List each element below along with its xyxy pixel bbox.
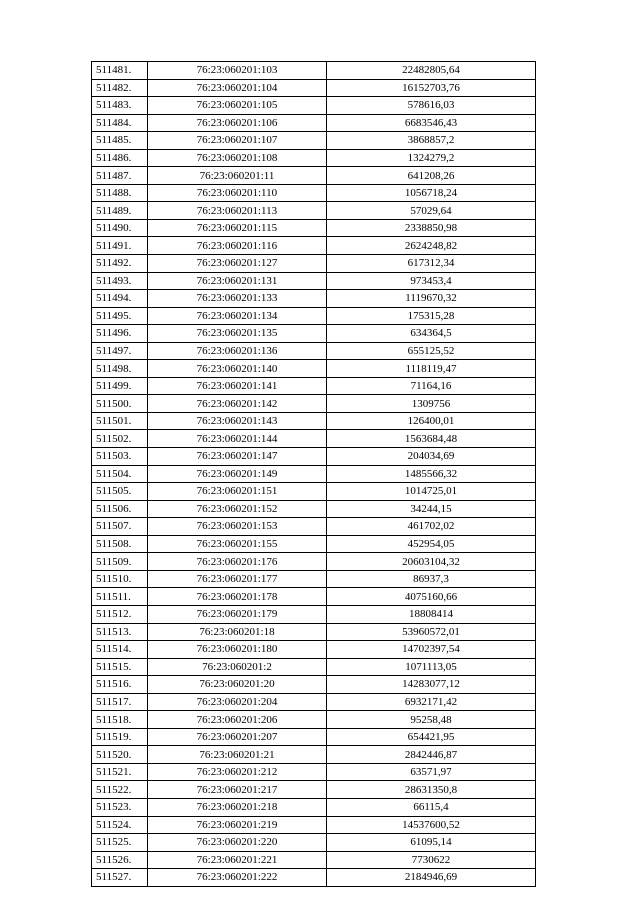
row-number-cell: 511493.: [92, 272, 148, 290]
row-number-cell: 511495.: [92, 307, 148, 325]
value-cell: 16152703,76: [327, 79, 536, 97]
cadastral-number-cell: 76:23:060201:113: [148, 202, 327, 220]
table-row: [92, 290, 536, 308]
table-row: [92, 781, 536, 799]
value-cell: 53960572,01: [327, 623, 536, 641]
table-row: [92, 342, 536, 360]
cadastral-number-cell: 76:23:060201:153: [148, 518, 327, 536]
value-cell: 3868857,2: [327, 132, 536, 150]
value-cell: 34244,15: [327, 500, 536, 518]
row-number-cell: 511509.: [92, 553, 148, 571]
value-cell: 61095,14: [327, 834, 536, 852]
value-cell: 28631350,8: [327, 781, 536, 799]
value-cell: 14702397,54: [327, 641, 536, 659]
cadastral-number-cell: 76:23:060201:218: [148, 798, 327, 816]
value-cell: 654421,95: [327, 728, 536, 746]
value-cell: 2624248,82: [327, 237, 536, 255]
cadastral-value-table: [91, 61, 536, 887]
cadastral-number-cell: 76:23:060201:107: [148, 132, 327, 150]
row-number-cell: 511524.: [92, 816, 148, 834]
row-number-cell: 511492.: [92, 255, 148, 273]
cadastral-number-cell: 76:23:060201:152: [148, 500, 327, 518]
row-number-cell: 511513.: [92, 623, 148, 641]
row-number-cell: 511506.: [92, 500, 148, 518]
table-row: [92, 798, 536, 816]
value-cell: 973453,4: [327, 272, 536, 290]
table-row: [92, 676, 536, 694]
row-number-cell: 511520.: [92, 746, 148, 764]
value-cell: 1056718,24: [327, 184, 536, 202]
row-number-cell: 511497.: [92, 342, 148, 360]
value-cell: 63571,97: [327, 763, 536, 781]
cadastral-number-cell: 76:23:060201:136: [148, 342, 327, 360]
table-row: [92, 114, 536, 132]
row-number-cell: 511491.: [92, 237, 148, 255]
table-body: [92, 62, 536, 887]
row-number-cell: 511496.: [92, 325, 148, 343]
cadastral-number-cell: 76:23:060201:219: [148, 816, 327, 834]
cadastral-number-cell: 76:23:060201:20: [148, 676, 327, 694]
row-number-cell: 511481.: [92, 62, 148, 80]
cadastral-number-cell: 76:23:060201:207: [148, 728, 327, 746]
table-row: [92, 412, 536, 430]
cadastral-number-cell: 76:23:060201:212: [148, 763, 327, 781]
cadastral-number-cell: 76:23:060201:141: [148, 377, 327, 395]
table-row: [92, 360, 536, 378]
table-row: [92, 255, 536, 273]
table-row: [92, 237, 536, 255]
value-cell: 1014725,01: [327, 483, 536, 501]
row-number-cell: 511518.: [92, 711, 148, 729]
row-number-cell: 511500.: [92, 395, 148, 413]
cadastral-number-cell: 76:23:060201:106: [148, 114, 327, 132]
value-cell: 4075160,66: [327, 588, 536, 606]
value-cell: 461702,02: [327, 518, 536, 536]
value-cell: 14283077,12: [327, 676, 536, 694]
table-row: [92, 79, 536, 97]
value-cell: 452954,05: [327, 535, 536, 553]
row-number-cell: 511515.: [92, 658, 148, 676]
value-cell: 20603104,32: [327, 553, 536, 571]
row-number-cell: 511522.: [92, 781, 148, 799]
value-cell: 14537600,52: [327, 816, 536, 834]
cadastral-number-cell: 76:23:060201:217: [148, 781, 327, 799]
cadastral-number-cell: 76:23:060201:116: [148, 237, 327, 255]
row-number-cell: 511488.: [92, 184, 148, 202]
cadastral-number-cell: 76:23:060201:135: [148, 325, 327, 343]
value-cell: 641208,26: [327, 167, 536, 185]
value-cell: 1119670,32: [327, 290, 536, 308]
value-cell: 22482805,64: [327, 62, 536, 80]
cadastral-number-cell: 76:23:060201:179: [148, 605, 327, 623]
table-row: [92, 167, 536, 185]
value-cell: 18808414: [327, 605, 536, 623]
table-row: [92, 816, 536, 834]
value-cell: 578616,03: [327, 97, 536, 115]
table-row: [92, 588, 536, 606]
value-cell: 175315,28: [327, 307, 536, 325]
row-number-cell: 511503.: [92, 448, 148, 466]
row-number-cell: 511494.: [92, 290, 148, 308]
table-row: [92, 641, 536, 659]
row-number-cell: 511490.: [92, 219, 148, 237]
cadastral-number-cell: 76:23:060201:204: [148, 693, 327, 711]
cadastral-number-cell: 76:23:060201:134: [148, 307, 327, 325]
value-cell: 204034,69: [327, 448, 536, 466]
cadastral-number-cell: 76:23:060201:221: [148, 851, 327, 869]
value-cell: 2338850,98: [327, 219, 536, 237]
table-row: [92, 570, 536, 588]
row-number-cell: 511483.: [92, 97, 148, 115]
row-number-cell: 511482.: [92, 79, 148, 97]
table-row: [92, 535, 536, 553]
row-number-cell: 511516.: [92, 676, 148, 694]
cadastral-number-cell: 76:23:060201:151: [148, 483, 327, 501]
row-number-cell: 511508.: [92, 535, 148, 553]
value-cell: 126400,01: [327, 412, 536, 430]
row-number-cell: 511505.: [92, 483, 148, 501]
row-number-cell: 511511.: [92, 588, 148, 606]
value-cell: 1309756: [327, 395, 536, 413]
table-row: [92, 62, 536, 80]
row-number-cell: 511512.: [92, 605, 148, 623]
table-row: [92, 184, 536, 202]
cadastral-number-cell: 76:23:060201:110: [148, 184, 327, 202]
cadastral-number-cell: 76:23:060201:144: [148, 430, 327, 448]
table-row: [92, 219, 536, 237]
row-number-cell: 511499.: [92, 377, 148, 395]
value-cell: 1118119,47: [327, 360, 536, 378]
table-row: [92, 746, 536, 764]
value-cell: 634364,5: [327, 325, 536, 343]
table-row: [92, 763, 536, 781]
value-cell: 57029,64: [327, 202, 536, 220]
cadastral-number-cell: 76:23:060201:222: [148, 869, 327, 887]
cadastral-number-cell: 76:23:060201:147: [148, 448, 327, 466]
table-row: [92, 465, 536, 483]
cadastral-number-cell: 76:23:060201:11: [148, 167, 327, 185]
value-cell: 1563684,48: [327, 430, 536, 448]
table-row: [92, 272, 536, 290]
table-row: [92, 851, 536, 869]
cadastral-number-cell: 76:23:060201:143: [148, 412, 327, 430]
cadastral-number-cell: 76:23:060201:2: [148, 658, 327, 676]
row-number-cell: 511487.: [92, 167, 148, 185]
cadastral-number-cell: 76:23:060201:103: [148, 62, 327, 80]
row-number-cell: 511507.: [92, 518, 148, 536]
cadastral-number-cell: 76:23:060201:131: [148, 272, 327, 290]
value-cell: 66115,4: [327, 798, 536, 816]
table-row: [92, 711, 536, 729]
cadastral-number-cell: 76:23:060201:127: [148, 255, 327, 273]
cadastral-number-cell: 76:23:060201:104: [148, 79, 327, 97]
row-number-cell: 511501.: [92, 412, 148, 430]
row-number-cell: 511489.: [92, 202, 148, 220]
value-cell: 1485566,32: [327, 465, 536, 483]
table-row: [92, 834, 536, 852]
row-number-cell: 511519.: [92, 728, 148, 746]
row-number-cell: 511514.: [92, 641, 148, 659]
table-row: [92, 377, 536, 395]
cadastral-number-cell: 76:23:060201:142: [148, 395, 327, 413]
table-row: [92, 149, 536, 167]
cadastral-number-cell: 76:23:060201:220: [148, 834, 327, 852]
row-number-cell: 511521.: [92, 763, 148, 781]
table-row: [92, 132, 536, 150]
value-cell: 6932171,42: [327, 693, 536, 711]
table-row: [92, 325, 536, 343]
value-cell: 71164,16: [327, 377, 536, 395]
value-cell: 86937,3: [327, 570, 536, 588]
row-number-cell: 511485.: [92, 132, 148, 150]
cadastral-number-cell: 76:23:060201:149: [148, 465, 327, 483]
row-number-cell: 511510.: [92, 570, 148, 588]
row-number-cell: 511498.: [92, 360, 148, 378]
table-row: [92, 448, 536, 466]
table-row: [92, 430, 536, 448]
value-cell: 655125,52: [327, 342, 536, 360]
value-cell: 95258,48: [327, 711, 536, 729]
table-row: [92, 728, 536, 746]
value-cell: 6683546,43: [327, 114, 536, 132]
cadastral-number-cell: 76:23:060201:108: [148, 149, 327, 167]
cadastral-number-cell: 76:23:060201:140: [148, 360, 327, 378]
row-number-cell: 511527.: [92, 869, 148, 887]
row-number-cell: 511502.: [92, 430, 148, 448]
cadastral-number-cell: 76:23:060201:21: [148, 746, 327, 764]
row-number-cell: 511504.: [92, 465, 148, 483]
value-cell: 2184946,69: [327, 869, 536, 887]
table-row: [92, 483, 536, 501]
cadastral-number-cell: 76:23:060201:115: [148, 219, 327, 237]
table-row: [92, 693, 536, 711]
value-cell: 1324279,2: [327, 149, 536, 167]
row-number-cell: 511486.: [92, 149, 148, 167]
table-row: [92, 623, 536, 641]
cadastral-number-cell: 76:23:060201:105: [148, 97, 327, 115]
table-row: [92, 658, 536, 676]
table-row: [92, 395, 536, 413]
table-row: [92, 869, 536, 887]
table-row: [92, 500, 536, 518]
table-row: [92, 605, 536, 623]
cadastral-number-cell: 76:23:060201:176: [148, 553, 327, 571]
cadastral-number-cell: 76:23:060201:180: [148, 641, 327, 659]
row-number-cell: 511525.: [92, 834, 148, 852]
value-cell: 1071113,05: [327, 658, 536, 676]
value-cell: 2842446,87: [327, 746, 536, 764]
row-number-cell: 511523.: [92, 798, 148, 816]
table-row: [92, 97, 536, 115]
value-cell: 7730622: [327, 851, 536, 869]
cadastral-number-cell: 76:23:060201:177: [148, 570, 327, 588]
row-number-cell: 511517.: [92, 693, 148, 711]
cadastral-number-cell: 76:23:060201:18: [148, 623, 327, 641]
value-cell: 617312,34: [327, 255, 536, 273]
row-number-cell: 511526.: [92, 851, 148, 869]
row-number-cell: 511484.: [92, 114, 148, 132]
cadastral-number-cell: 76:23:060201:133: [148, 290, 327, 308]
table-row: [92, 553, 536, 571]
table-row: [92, 202, 536, 220]
table-row: [92, 307, 536, 325]
cadastral-number-cell: 76:23:060201:178: [148, 588, 327, 606]
cadastral-number-cell: 76:23:060201:206: [148, 711, 327, 729]
cadastral-number-cell: 76:23:060201:155: [148, 535, 327, 553]
table-row: [92, 518, 536, 536]
